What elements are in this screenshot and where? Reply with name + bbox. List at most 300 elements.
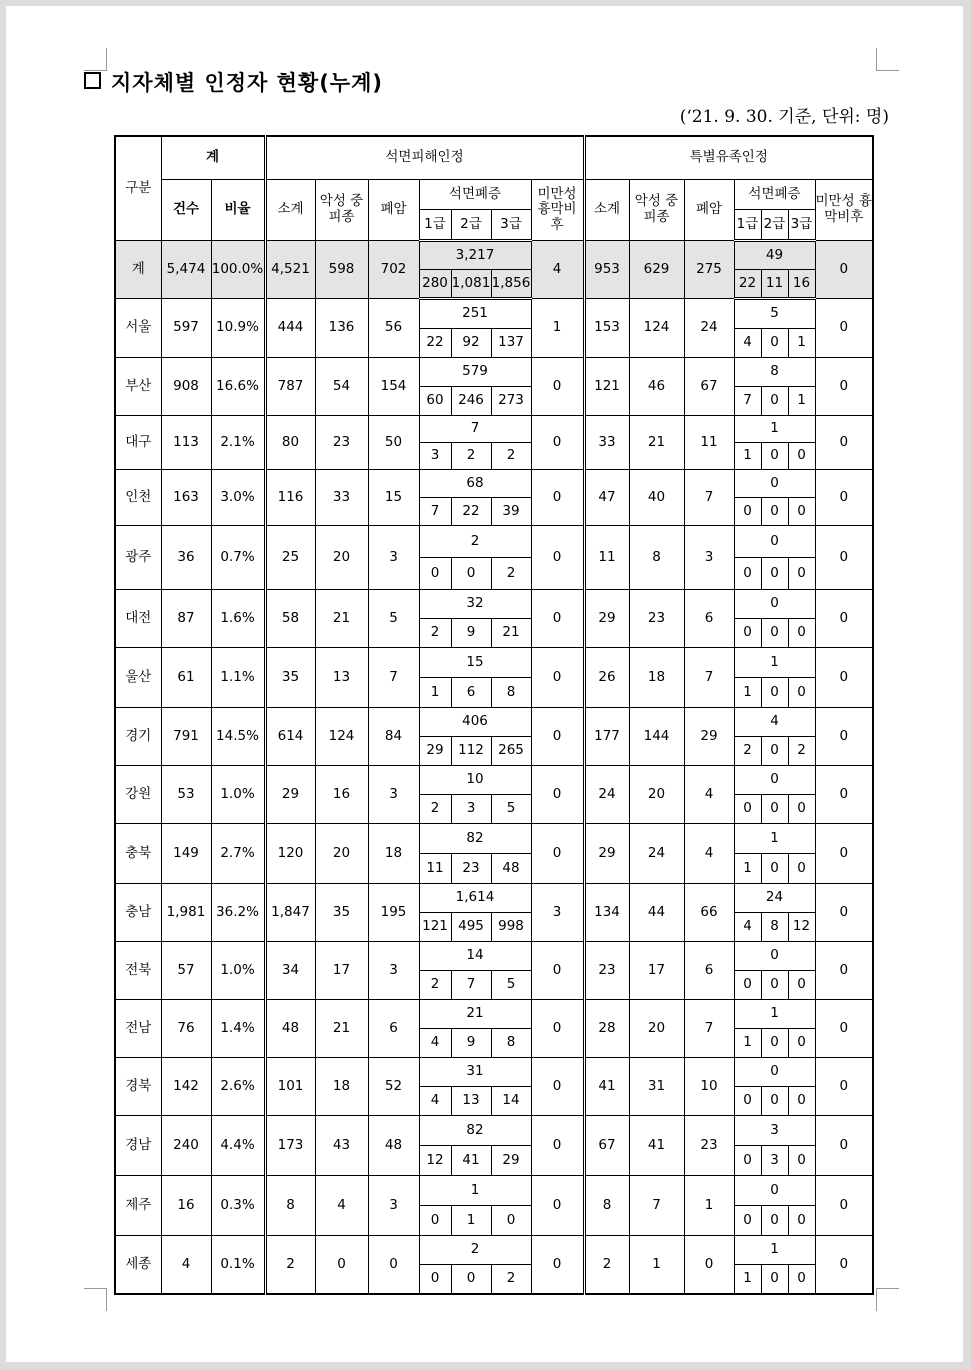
special-lung: 6 xyxy=(684,942,734,1000)
header-damage-asbestosis: 석면폐증 xyxy=(419,180,531,210)
special-lung: 66 xyxy=(684,884,734,942)
damage-pleural: 0 xyxy=(531,526,584,590)
region-name: 대구 xyxy=(115,416,161,470)
crop-mark xyxy=(84,1288,107,1311)
special-meso: 21 xyxy=(629,416,684,470)
checkbox-bullet-icon xyxy=(84,72,101,89)
total-ratio: 14.5% xyxy=(211,708,265,766)
special-subtotal: 153 xyxy=(584,299,629,358)
total-count: 87 xyxy=(161,590,211,648)
total-ratio: 1.4% xyxy=(211,1000,265,1058)
damage-pleural: 0 xyxy=(531,708,584,766)
damage-meso: 18 xyxy=(315,1058,368,1116)
special-pleural: 0 xyxy=(815,241,873,299)
special-grade2: 0 xyxy=(761,619,788,648)
region-name: 경북 xyxy=(115,1058,161,1116)
table-row xyxy=(115,1176,873,1206)
special-grade1: 0 xyxy=(734,619,761,648)
damage-pleural: 0 xyxy=(531,590,584,648)
page-title xyxy=(84,67,383,97)
special-grade2: 0 xyxy=(761,854,788,884)
special-pleural: 0 xyxy=(815,416,873,470)
damage-lung: 18 xyxy=(368,824,419,884)
date-unit-note: (‘21. 9. 30. 기준, 단위: 명) xyxy=(679,107,889,127)
special-meso: 124 xyxy=(629,299,684,358)
special-grade2: 0 xyxy=(761,678,788,708)
damage-lung: 3 xyxy=(368,1176,419,1236)
special-grade1: 1 xyxy=(734,678,761,708)
special-asbestosis-total: 1 xyxy=(734,1000,815,1029)
table-row xyxy=(115,884,873,913)
damage-asbestosis-total: 10 xyxy=(419,766,531,795)
special-grade1: 1 xyxy=(734,1029,761,1058)
header-gubun: 구분 xyxy=(115,136,161,241)
damage-subtotal: 4,521 xyxy=(265,241,315,299)
damage-pleural: 0 xyxy=(531,1058,584,1116)
special-grade2: 0 xyxy=(761,1087,788,1116)
damage-grade3: 2 xyxy=(491,1265,531,1295)
damage-grade1: 3 xyxy=(419,443,451,470)
special-asbestosis-total: 3 xyxy=(734,1116,815,1146)
damage-subtotal: 80 xyxy=(265,416,315,470)
total-ratio: 2.1% xyxy=(211,416,265,470)
damage-grade1: 60 xyxy=(419,387,451,416)
damage-pleural: 0 xyxy=(531,648,584,708)
damage-asbestosis-total: 251 xyxy=(419,299,531,329)
table-row xyxy=(115,590,873,619)
damage-grade1: 0 xyxy=(419,558,451,590)
damage-lung: 6 xyxy=(368,1000,419,1058)
table-row xyxy=(115,358,873,387)
damage-grade3: 998 xyxy=(491,913,531,942)
damage-grade2: 9 xyxy=(451,619,491,648)
damage-subtotal: 34 xyxy=(265,942,315,1000)
table-row xyxy=(115,1236,873,1265)
damage-lung: 48 xyxy=(368,1116,419,1176)
total-count: 1,981 xyxy=(161,884,211,942)
special-grade2: 0 xyxy=(761,971,788,1000)
damage-meso: 20 xyxy=(315,824,368,884)
special-pleural: 0 xyxy=(815,884,873,942)
total-ratio: 4.4% xyxy=(211,1116,265,1176)
damage-grade3: 2 xyxy=(491,443,531,470)
special-grade1: 4 xyxy=(734,329,761,358)
special-grade3: 0 xyxy=(788,443,815,470)
header-special-subtotal: 소계 xyxy=(584,180,629,241)
damage-grade3: 14 xyxy=(491,1087,531,1116)
special-pleural: 0 xyxy=(815,1058,873,1116)
special-grade3: 16 xyxy=(788,270,815,299)
damage-meso: 13 xyxy=(315,648,368,708)
damage-meso: 136 xyxy=(315,299,368,358)
special-meso: 44 xyxy=(629,884,684,942)
total-count: 57 xyxy=(161,942,211,1000)
special-subtotal: 23 xyxy=(584,942,629,1000)
damage-lung: 15 xyxy=(368,470,419,526)
special-grade2: 0 xyxy=(761,1265,788,1295)
damage-subtotal: 1,847 xyxy=(265,884,315,942)
damage-pleural: 0 xyxy=(531,1000,584,1058)
damage-grade2: 22 xyxy=(451,498,491,526)
special-pleural: 0 xyxy=(815,1116,873,1176)
special-grade1: 7 xyxy=(734,387,761,416)
certification-table xyxy=(114,135,874,1295)
damage-lung: 84 xyxy=(368,708,419,766)
special-pleural: 0 xyxy=(815,470,873,526)
damage-grade3: 137 xyxy=(491,329,531,358)
special-grade1: 0 xyxy=(734,1087,761,1116)
damage-pleural: 0 xyxy=(531,416,584,470)
special-pleural: 0 xyxy=(815,1236,873,1295)
damage-grade2: 92 xyxy=(451,329,491,358)
total-count: 908 xyxy=(161,358,211,416)
page-title-text: 지자체별 인정자 현황(누계) xyxy=(111,71,383,95)
special-pleural: 0 xyxy=(815,590,873,648)
damage-meso: 598 xyxy=(315,241,368,299)
damage-pleural: 1 xyxy=(531,299,584,358)
total-count: 16 xyxy=(161,1176,211,1236)
region-name: 전북 xyxy=(115,942,161,1000)
region-name: 경남 xyxy=(115,1116,161,1176)
special-asbestosis-total: 0 xyxy=(734,470,815,498)
special-subtotal: 29 xyxy=(584,590,629,648)
damage-grade1: 7 xyxy=(419,498,451,526)
special-grade3: 0 xyxy=(788,619,815,648)
special-lung: 24 xyxy=(684,299,734,358)
damage-pleural: 4 xyxy=(531,241,584,299)
special-subtotal: 29 xyxy=(584,824,629,884)
damage-meso: 21 xyxy=(315,590,368,648)
damage-lung: 5 xyxy=(368,590,419,648)
special-grade3: 0 xyxy=(788,971,815,1000)
damage-grade1: 2 xyxy=(419,971,451,1000)
damage-meso: 54 xyxy=(315,358,368,416)
damage-subtotal: 48 xyxy=(265,1000,315,1058)
special-subtotal: 2 xyxy=(584,1236,629,1295)
special-asbestosis-total: 4 xyxy=(734,708,815,737)
damage-grade3: 1,856 xyxy=(491,270,531,299)
total-count: 597 xyxy=(161,299,211,358)
crop-mark xyxy=(876,48,899,71)
special-lung: 275 xyxy=(684,241,734,299)
damage-grade2: 495 xyxy=(451,913,491,942)
damage-subtotal: 120 xyxy=(265,824,315,884)
special-grade3: 2 xyxy=(788,737,815,766)
special-pleural: 0 xyxy=(815,1176,873,1236)
total-ratio: 3.0% xyxy=(211,470,265,526)
damage-asbestosis-total: 82 xyxy=(419,1116,531,1146)
damage-grade3: 273 xyxy=(491,387,531,416)
header-special: 특별유족인정 xyxy=(584,136,873,180)
header-damage-subtotal: 소계 xyxy=(265,180,315,241)
total-ratio: 2.6% xyxy=(211,1058,265,1116)
damage-asbestosis-total: 406 xyxy=(419,708,531,737)
special-asbestosis-total: 1 xyxy=(734,416,815,443)
damage-asbestosis-total: 2 xyxy=(419,526,531,558)
special-asbestosis-total: 0 xyxy=(734,942,815,971)
total-ratio: 100.0% xyxy=(211,241,265,299)
damage-pleural: 3 xyxy=(531,884,584,942)
special-meso: 20 xyxy=(629,1000,684,1058)
special-meso: 31 xyxy=(629,1058,684,1116)
special-grade1: 0 xyxy=(734,498,761,526)
special-subtotal: 177 xyxy=(584,708,629,766)
damage-subtotal: 614 xyxy=(265,708,315,766)
region-name: 서울 xyxy=(115,299,161,358)
special-asbestosis-total: 8 xyxy=(734,358,815,387)
special-meso: 46 xyxy=(629,358,684,416)
special-lung: 4 xyxy=(684,766,734,824)
special-subtotal: 24 xyxy=(584,766,629,824)
damage-grade3: 5 xyxy=(491,971,531,1000)
table-row xyxy=(115,766,873,795)
total-ratio: 0.7% xyxy=(211,526,265,590)
region-name: 울산 xyxy=(115,648,161,708)
damage-grade2: 7 xyxy=(451,971,491,1000)
special-pleural: 0 xyxy=(815,766,873,824)
table-row xyxy=(115,470,873,498)
special-asbestosis-total: 1 xyxy=(734,824,815,854)
special-lung: 7 xyxy=(684,1000,734,1058)
damage-lung: 195 xyxy=(368,884,419,942)
special-grade2: 0 xyxy=(761,443,788,470)
damage-grade3: 0 xyxy=(491,1206,531,1236)
damage-grade1: 1 xyxy=(419,678,451,708)
region-name: 경기 xyxy=(115,708,161,766)
header-total: 계 xyxy=(161,136,265,180)
total-ratio: 1.6% xyxy=(211,590,265,648)
damage-grade1: 4 xyxy=(419,1029,451,1058)
damage-meso: 43 xyxy=(315,1116,368,1176)
header-special-asbestosis: 석면폐증 xyxy=(734,180,815,210)
special-grade1: 0 xyxy=(734,1146,761,1176)
damage-asbestosis-total: 1 xyxy=(419,1176,531,1206)
damage-grade1: 11 xyxy=(419,854,451,884)
damage-subtotal: 173 xyxy=(265,1116,315,1176)
header-special-pleural: 미만성 흉막비후 xyxy=(815,180,873,241)
special-grade1: 0 xyxy=(734,1206,761,1236)
damage-grade2: 112 xyxy=(451,737,491,766)
damage-grade1: 2 xyxy=(419,795,451,824)
damage-lung: 50 xyxy=(368,416,419,470)
damage-grade2: 0 xyxy=(451,558,491,590)
header-ratio: 비율 xyxy=(211,180,265,241)
special-subtotal: 67 xyxy=(584,1116,629,1176)
header-damage-g2: 2급 xyxy=(451,210,491,241)
damage-grade2: 0 xyxy=(451,1265,491,1295)
damage-pleural: 0 xyxy=(531,358,584,416)
region-name: 인천 xyxy=(115,470,161,526)
header-special-g2: 2급 xyxy=(761,210,788,241)
damage-grade1: 121 xyxy=(419,913,451,942)
special-grade3: 1 xyxy=(788,329,815,358)
special-grade2: 0 xyxy=(761,795,788,824)
special-grade1: 1 xyxy=(734,1265,761,1295)
damage-asbestosis-total: 7 xyxy=(419,416,531,443)
damage-asbestosis-total: 32 xyxy=(419,590,531,619)
special-grade2: 8 xyxy=(761,913,788,942)
special-grade2: 0 xyxy=(761,498,788,526)
special-subtotal: 134 xyxy=(584,884,629,942)
special-grade3: 1 xyxy=(788,387,815,416)
special-meso: 629 xyxy=(629,241,684,299)
special-grade3: 0 xyxy=(788,498,815,526)
damage-meso: 33 xyxy=(315,470,368,526)
region-name: 전남 xyxy=(115,1000,161,1058)
special-meso: 24 xyxy=(629,824,684,884)
damage-grade1: 280 xyxy=(419,270,451,299)
header-count: 건수 xyxy=(161,180,211,241)
special-grade1: 4 xyxy=(734,913,761,942)
special-pleural: 0 xyxy=(815,648,873,708)
special-grade3: 0 xyxy=(788,1029,815,1058)
damage-lung: 154 xyxy=(368,358,419,416)
special-meso: 18 xyxy=(629,648,684,708)
special-pleural: 0 xyxy=(815,708,873,766)
damage-grade1: 0 xyxy=(419,1206,451,1236)
special-grade2: 0 xyxy=(761,558,788,590)
damage-pleural: 0 xyxy=(531,1116,584,1176)
special-pleural: 0 xyxy=(815,824,873,884)
table-row xyxy=(115,824,873,854)
header-damage-meso: 악성 중피종 xyxy=(315,180,368,241)
damage-subtotal: 101 xyxy=(265,1058,315,1116)
special-subtotal: 11 xyxy=(584,526,629,590)
special-asbestosis-total: 1 xyxy=(734,648,815,678)
damage-grade1: 2 xyxy=(419,619,451,648)
special-grade2: 0 xyxy=(761,737,788,766)
special-meso: 23 xyxy=(629,590,684,648)
header-damage-pleural: 미만성 흉막비후 xyxy=(531,180,584,241)
table-row xyxy=(115,241,873,270)
special-grade3: 0 xyxy=(788,795,815,824)
total-count: 163 xyxy=(161,470,211,526)
special-subtotal: 28 xyxy=(584,1000,629,1058)
special-meso: 7 xyxy=(629,1176,684,1236)
damage-grade1: 29 xyxy=(419,737,451,766)
special-grade1: 1 xyxy=(734,854,761,884)
total-ratio: 1.0% xyxy=(211,766,265,824)
damage-subtotal: 58 xyxy=(265,590,315,648)
damage-grade1: 4 xyxy=(419,1087,451,1116)
region-name: 대전 xyxy=(115,590,161,648)
damage-meso: 21 xyxy=(315,1000,368,1058)
special-lung: 0 xyxy=(684,1236,734,1295)
special-grade2: 3 xyxy=(761,1146,788,1176)
region-name: 부산 xyxy=(115,358,161,416)
special-grade3: 0 xyxy=(788,1206,815,1236)
damage-grade3: 8 xyxy=(491,678,531,708)
damage-grade3: 5 xyxy=(491,795,531,824)
special-grade3: 0 xyxy=(788,1146,815,1176)
special-lung: 7 xyxy=(684,648,734,708)
special-grade1: 22 xyxy=(734,270,761,299)
region-name: 세종 xyxy=(115,1236,161,1295)
special-pleural: 0 xyxy=(815,299,873,358)
total-count: 76 xyxy=(161,1000,211,1058)
damage-meso: 20 xyxy=(315,526,368,590)
total-count: 53 xyxy=(161,766,211,824)
region-name: 충남 xyxy=(115,884,161,942)
damage-subtotal: 35 xyxy=(265,648,315,708)
total-count: 4 xyxy=(161,1236,211,1295)
crop-mark xyxy=(876,1288,899,1311)
special-asbestosis-total: 0 xyxy=(734,1058,815,1087)
damage-pleural: 0 xyxy=(531,824,584,884)
special-meso: 41 xyxy=(629,1116,684,1176)
damage-grade2: 23 xyxy=(451,854,491,884)
header-special-g1: 1급 xyxy=(734,210,761,241)
damage-grade2: 1 xyxy=(451,1206,491,1236)
damage-pleural: 0 xyxy=(531,766,584,824)
special-lung: 29 xyxy=(684,708,734,766)
table-row xyxy=(115,299,873,329)
damage-asbestosis-total: 68 xyxy=(419,470,531,498)
damage-grade3: 2 xyxy=(491,558,531,590)
damage-asbestosis-total: 31 xyxy=(419,1058,531,1087)
damage-lung: 702 xyxy=(368,241,419,299)
damage-subtotal: 444 xyxy=(265,299,315,358)
header-damage-lung: 폐암 xyxy=(368,180,419,241)
special-pleural: 0 xyxy=(815,1000,873,1058)
special-subtotal: 47 xyxy=(584,470,629,526)
special-lung: 23 xyxy=(684,1116,734,1176)
total-ratio: 36.2% xyxy=(211,884,265,942)
special-grade3: 12 xyxy=(788,913,815,942)
damage-meso: 4 xyxy=(315,1176,368,1236)
special-lung: 1 xyxy=(684,1176,734,1236)
special-lung: 3 xyxy=(684,526,734,590)
damage-pleural: 0 xyxy=(531,1176,584,1236)
special-meso: 20 xyxy=(629,766,684,824)
special-lung: 10 xyxy=(684,1058,734,1116)
special-lung: 6 xyxy=(684,590,734,648)
total-count: 113 xyxy=(161,416,211,470)
damage-grade2: 2 xyxy=(451,443,491,470)
damage-meso: 124 xyxy=(315,708,368,766)
damage-pleural: 0 xyxy=(531,942,584,1000)
damage-grade3: 265 xyxy=(491,737,531,766)
table-body xyxy=(115,241,873,1295)
special-lung: 4 xyxy=(684,824,734,884)
table-row xyxy=(115,1058,873,1087)
special-meso: 144 xyxy=(629,708,684,766)
damage-grade3: 21 xyxy=(491,619,531,648)
special-grade2: 0 xyxy=(761,1029,788,1058)
damage-meso: 0 xyxy=(315,1236,368,1295)
special-grade1: 0 xyxy=(734,971,761,1000)
special-pleural: 0 xyxy=(815,358,873,416)
special-grade1: 0 xyxy=(734,795,761,824)
damage-meso: 23 xyxy=(315,416,368,470)
damage-grade3: 8 xyxy=(491,1029,531,1058)
total-ratio: 1.1% xyxy=(211,648,265,708)
damage-grade2: 246 xyxy=(451,387,491,416)
damage-asbestosis-total: 14 xyxy=(419,942,531,971)
special-grade2: 0 xyxy=(761,329,788,358)
special-asbestosis-total: 0 xyxy=(734,590,815,619)
damage-grade2: 13 xyxy=(451,1087,491,1116)
damage-grade3: 29 xyxy=(491,1146,531,1176)
total-count: 240 xyxy=(161,1116,211,1176)
damage-asbestosis-total: 15 xyxy=(419,648,531,678)
total-count: 791 xyxy=(161,708,211,766)
special-meso: 40 xyxy=(629,470,684,526)
special-pleural: 0 xyxy=(815,526,873,590)
damage-asbestosis-total: 2 xyxy=(419,1236,531,1265)
special-grade3: 0 xyxy=(788,1265,815,1295)
header-damage-g3: 3급 xyxy=(491,210,531,241)
